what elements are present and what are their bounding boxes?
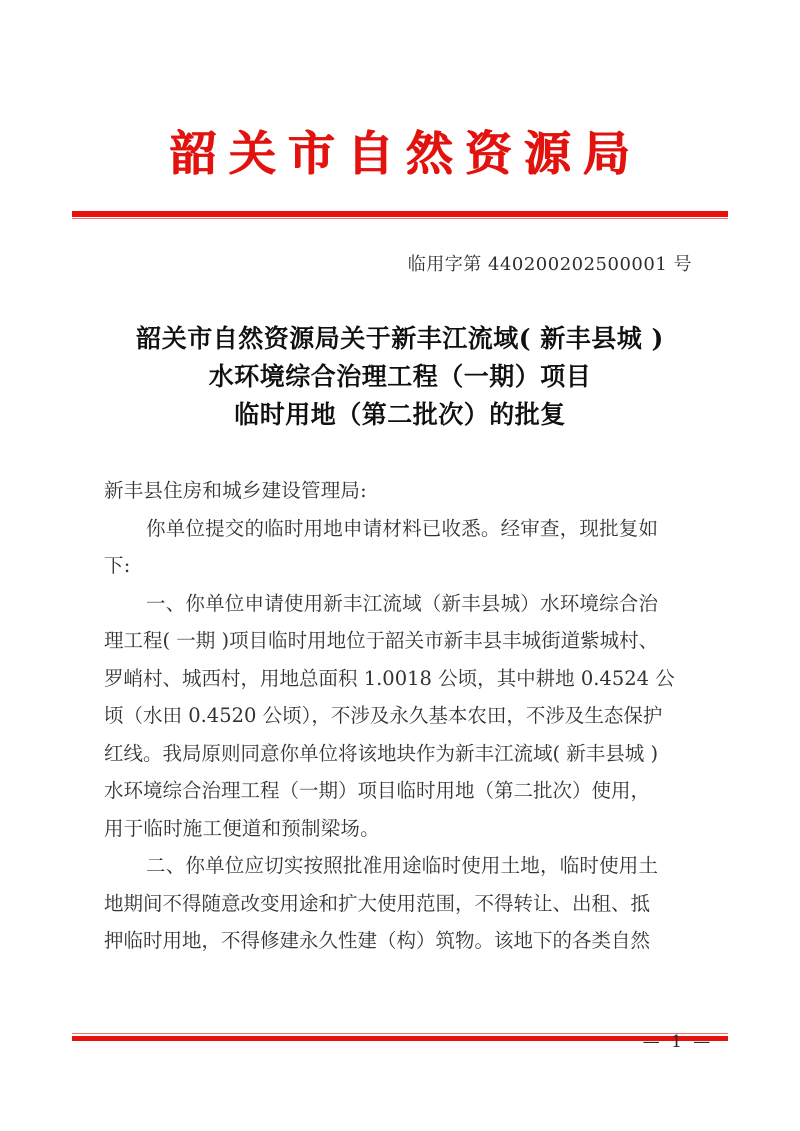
document-number-row (72, 250, 712, 276)
header-red-rule-thin (72, 218, 728, 219)
document-title-line-3: 临时用地（第二批次）的批复 (234, 400, 566, 429)
letterhead (0, 126, 800, 184)
page-number: — 1 — (642, 1032, 714, 1052)
body-line: 红线。我局原则同意你单位将该地块作为新丰江流域( 新丰县城 ) (104, 741, 659, 765)
document-title-line-1: 韶关市自然资源局关于新丰江流域( 新丰县城 ) (136, 324, 664, 353)
issuing-authority-title: 韶关市自然资源局 (170, 127, 642, 182)
body-line: 理工程( 一期 )项目临时用地位于韶关市新丰县丰城街道紫城村、 (104, 629, 659, 652)
document-serial-number: 临用字第 440200202500001 号 (407, 254, 692, 275)
body-line: 水环境综合治理工程（一期）项目临时用地（第二批次）使用， (104, 779, 651, 802)
body-line: 用于临时施工便道和预制梁场。 (104, 816, 380, 840)
body-line: 二、你单位应切实按照批准用途临时使用土地，临时使用土 (146, 854, 659, 877)
body-line: 押临时用地，不得修建永久性建（构）筑物。该地下的各类自然 (104, 929, 651, 952)
body-line: 地期间不得随意改变用途和扩大使用范围，不得转让、出租、抵 (104, 891, 651, 915)
document-body (104, 472, 714, 960)
document-title-line-2: 水环境综合治理工程（一期）项目 (208, 362, 592, 391)
body-line: 一、你单位申请使用新丰江流域（新丰县城）水环境综合治 (146, 591, 659, 615)
body-line: 罗峭村、城西村，用地总面积 1.0018 公顷，其中耕地 0.4524 公 (104, 666, 675, 690)
body-line: 你单位提交的临时用地申请材料已收悉。经审查，现批复如 (146, 516, 659, 540)
recipient-line: 新丰县住房和城乡建设管理局: (104, 479, 367, 502)
header-red-rule (72, 211, 728, 217)
document-title (85, 320, 715, 434)
body-line: 顷（水田 0.4520 公顷），不涉及永久基本农田，不涉及生态保护 (104, 704, 663, 727)
body-line: 下: (104, 554, 131, 577)
